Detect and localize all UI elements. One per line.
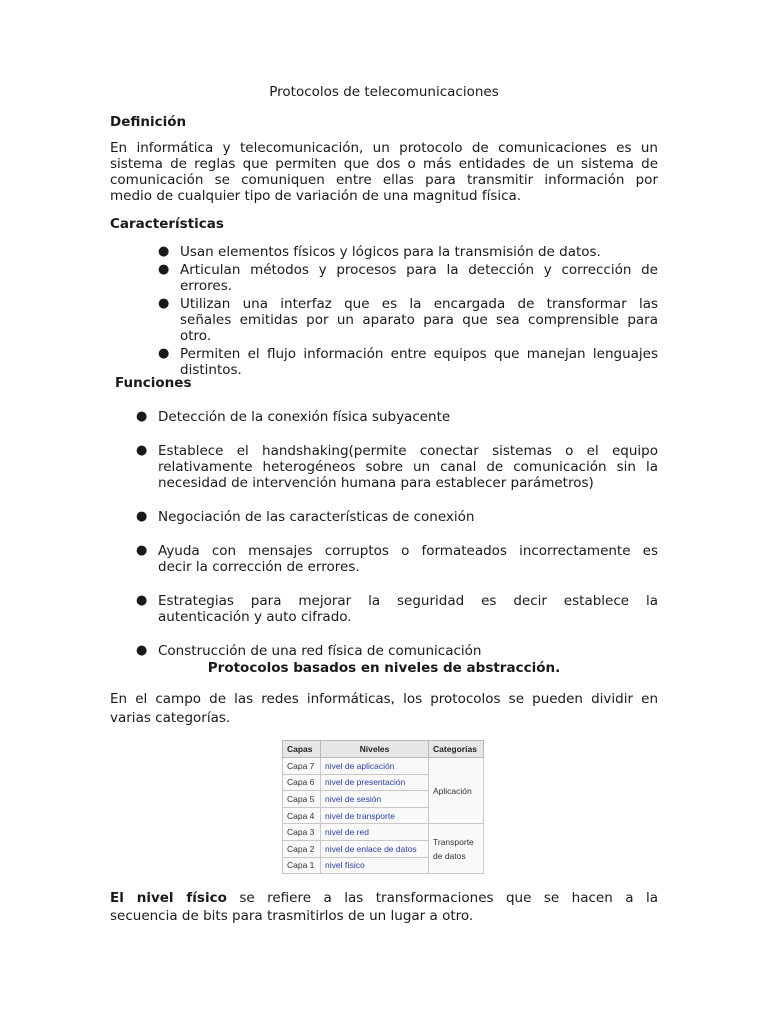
column-header-niveles: Niveles bbox=[321, 741, 429, 758]
bullet-icon: ● bbox=[158, 346, 170, 361]
paragraph-line: secuencia de bits para trasmitirlos de un lugar a otro. bbox=[110, 908, 474, 924]
capa-cell: Capa 7 bbox=[283, 758, 321, 775]
funciones-list bbox=[136, 409, 658, 659]
nivel-link[interactable]: nivel físico bbox=[321, 857, 429, 874]
nivel-link[interactable]: nivel de aplicación bbox=[321, 758, 429, 775]
definicion-paragraph bbox=[110, 140, 658, 204]
list-item: ● Permiten el flujo información entre equipos que manejan lenguajes distintos. bbox=[158, 346, 658, 378]
bullet-icon: ● bbox=[158, 244, 170, 259]
bullet-icon: ● bbox=[158, 296, 170, 311]
nivel-link[interactable]: nivel de red bbox=[321, 824, 429, 841]
list-item: ● Negociación de las características de conexión bbox=[136, 509, 475, 525]
bullet-icon: ● bbox=[136, 543, 148, 558]
osi-levels-table bbox=[282, 740, 484, 874]
funciones-heading: Funciones bbox=[115, 375, 192, 391]
bullet-icon: ● bbox=[136, 593, 148, 608]
paragraph-line: sistema de reglas que permiten que dos o más entidades de un sistema de bbox=[110, 156, 658, 172]
capa-cell: Capa 1 bbox=[283, 857, 321, 874]
paragraph-line: El nivel físico se refiere a las transformaciones que se hacen a la bbox=[110, 890, 658, 906]
category-cell: Aplicación bbox=[429, 758, 484, 824]
list-item: ● Utilizan una interfaz que es la encargada de transformar las señales emitidas por un aparato para que sea comprensible para otro. bbox=[158, 296, 658, 344]
nivel-link[interactable]: nivel de transporte bbox=[321, 807, 429, 824]
paragraph-line: comunicación se comuniquen entre ellas para transmitir información por bbox=[110, 172, 658, 188]
list-item: ● Establece el handshaking(permite conectar sistemas o el equipo relativamente heterogéneos sobre un canal de comunicación sin la necesidad de intervención humana para establecer parámetros) bbox=[136, 443, 658, 491]
list-item: ● Detección de la conexión física subyacente bbox=[136, 409, 451, 425]
table-row bbox=[283, 758, 484, 775]
capa-cell: Capa 4 bbox=[283, 807, 321, 824]
list-item: ● Construcción de una red física de comunicación bbox=[136, 643, 482, 659]
capa-cell: Capa 6 bbox=[283, 774, 321, 791]
nivel-link[interactable]: nivel de presentación bbox=[321, 774, 429, 791]
table-row bbox=[283, 824, 484, 841]
niveles-paragraph bbox=[110, 691, 658, 726]
paragraph-line: En el campo de las redes informáticas, los protocolos se pueden dividir en bbox=[110, 691, 658, 707]
document-title: Protocolos de telecomunicaciones bbox=[269, 84, 499, 100]
list-item: ● Ayuda con mensajes corruptos o formateados incorrectamente es decir la corrección de errores. bbox=[136, 543, 658, 575]
list-item: ● Estrategias para mejorar la seguridad es decir establece la autenticación y auto cifrado. bbox=[136, 593, 658, 625]
column-header-capas: Capas bbox=[283, 741, 321, 758]
bullet-icon: ● bbox=[136, 509, 148, 524]
capa-cell: Capa 3 bbox=[283, 824, 321, 841]
paragraph-line: varias categorías. bbox=[110, 710, 231, 726]
bullet-icon: ● bbox=[158, 262, 170, 277]
bullet-icon: ● bbox=[136, 643, 148, 658]
capa-cell: Capa 2 bbox=[283, 840, 321, 857]
table-header-row bbox=[283, 741, 484, 758]
nivel-fisico-term: El nivel físico bbox=[110, 890, 227, 906]
nivel-link[interactable]: nivel de enlace de datos bbox=[321, 840, 429, 857]
list-item: ● Articulan métodos y procesos para la detección y corrección de errores. bbox=[158, 262, 658, 294]
caracteristicas-list bbox=[158, 244, 658, 378]
column-header-categorias: Categorías bbox=[429, 741, 484, 758]
definicion-heading: Definición bbox=[110, 114, 187, 130]
paragraph-line: medio de cualquier tipo de variación de una magnitud física. bbox=[110, 188, 522, 204]
niveles-heading: Protocolos basados en niveles de abstracción. bbox=[207, 660, 561, 676]
caracteristicas-heading: Características bbox=[110, 216, 224, 232]
capa-cell: Capa 5 bbox=[283, 791, 321, 808]
paragraph-line: En informática y telecomunicación, un protocolo de comunicaciones es un bbox=[110, 140, 658, 156]
list-item: ● Usan elementos físicos y lógicos para la transmisión de datos. bbox=[158, 244, 601, 260]
bullet-icon: ● bbox=[136, 409, 148, 424]
bullet-icon: ● bbox=[136, 443, 148, 458]
category-line: de datos bbox=[433, 850, 466, 861]
nivel-link[interactable]: nivel de sesión bbox=[321, 791, 429, 808]
nivel-fisico-paragraph bbox=[110, 890, 658, 924]
category-cell bbox=[429, 824, 484, 874]
category-line: Transporte bbox=[433, 836, 474, 847]
